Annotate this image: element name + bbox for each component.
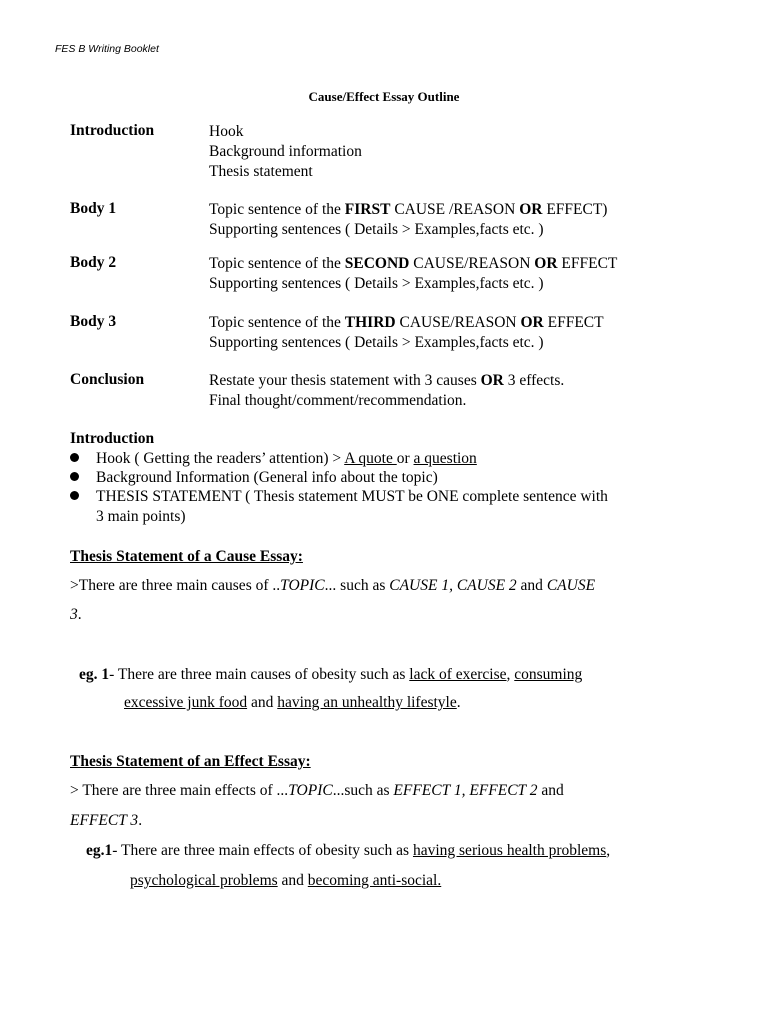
- intro-bullet-thesis-cont: 3 main points): [96, 508, 186, 525]
- outline-body1-support: Supporting sentences ( Details > Examples,facts etc. ): [209, 221, 544, 238]
- outline-body3-label: Body 3: [70, 313, 117, 330]
- outline-intro-background: Background information: [209, 143, 362, 160]
- outline-intro-points: [209, 122, 362, 182]
- outline-intro-thesis: Thesis statement: [209, 163, 313, 180]
- intro-section-heading: Introduction: [70, 430, 155, 447]
- outline-intro-label: Introduction: [70, 122, 155, 139]
- outline-conclusion-label: Conclusion: [70, 371, 145, 388]
- effect-example-label: eg.1: [86, 842, 113, 859]
- page-title: Cause/Effect Essay Outline: [308, 89, 460, 104]
- outline-intro-hook: Hook: [209, 123, 244, 140]
- effect-example: eg.1- There are three main effects of obesity such as having serious health problems,: [86, 842, 611, 859]
- intro-bullet-thesis: THESIS STATEMENT ( Thesis statement MUST be ONE complete sentence with: [70, 488, 608, 506]
- cause-example-label: eg. 1: [79, 666, 110, 683]
- outline-body1-points: [209, 200, 607, 240]
- outline-body1-topic: Topic sentence of the FIRST CAUSE /REASON OR EFFECT): [209, 201, 608, 218]
- outline-body2-label: Body 2: [70, 254, 117, 271]
- cause-example: eg. 1- There are three main causes of obesity such as lack of exercise, consuming: [79, 666, 583, 683]
- outline-body1-label: Body 1: [70, 200, 117, 217]
- outline-body3-topic: Topic sentence of the THIRD CAUSE/REASON OR EFFECT: [209, 314, 604, 331]
- effect-section-heading: Thesis Statement of an Effect Essay:: [70, 753, 311, 770]
- effect-example-cont: psychological problems and becoming anti-social.: [130, 872, 442, 889]
- outline-body2-points: [209, 254, 617, 294]
- bullet-icon: [70, 453, 79, 462]
- outline-body2-topic: Topic sentence of the SECOND CAUSE/REASON OR EFFECT: [209, 255, 618, 272]
- outline-conclusion-restate: Restate your thesis statement with 3 causes OR 3 effects.: [209, 372, 565, 389]
- cause-thesis-template: >There are three main causes of ..TOPIC... such as CAUSE 1, CAUSE 2 and CAUSE: [70, 577, 596, 594]
- outline-body3-support: Supporting sentences ( Details > Examples,facts etc. ): [209, 334, 544, 351]
- bullet-icon: [70, 472, 79, 481]
- effect-thesis-template-cont: EFFECT 3.: [70, 812, 143, 829]
- outline-body3-points: [209, 313, 604, 353]
- intro-bullet-hook: Hook ( Getting the readers’ attention) > A quote or a question: [70, 450, 477, 468]
- cause-example-cont: excessive junk food and having an unhealthy lifestyle.: [124, 694, 461, 711]
- outline-body2-support: Supporting sentences ( Details > Examples,facts etc. ): [209, 275, 544, 292]
- effect-thesis-template: > There are three main effects of ...TOPIC...such as EFFECT 1, EFFECT 2 and: [70, 782, 564, 799]
- cause-thesis-template-cont: 3.: [70, 606, 82, 623]
- cause-section-heading: Thesis Statement of a Cause Essay:: [70, 548, 303, 565]
- intro-bullet-background: Background Information (General info about the topic): [70, 469, 438, 487]
- outline-conclusion-final: Final thought/comment/recommendation.: [209, 392, 467, 409]
- running-header: FES B Writing Booklet: [55, 43, 159, 55]
- outline-conclusion-points: [209, 371, 564, 411]
- bullet-icon: [70, 491, 79, 500]
